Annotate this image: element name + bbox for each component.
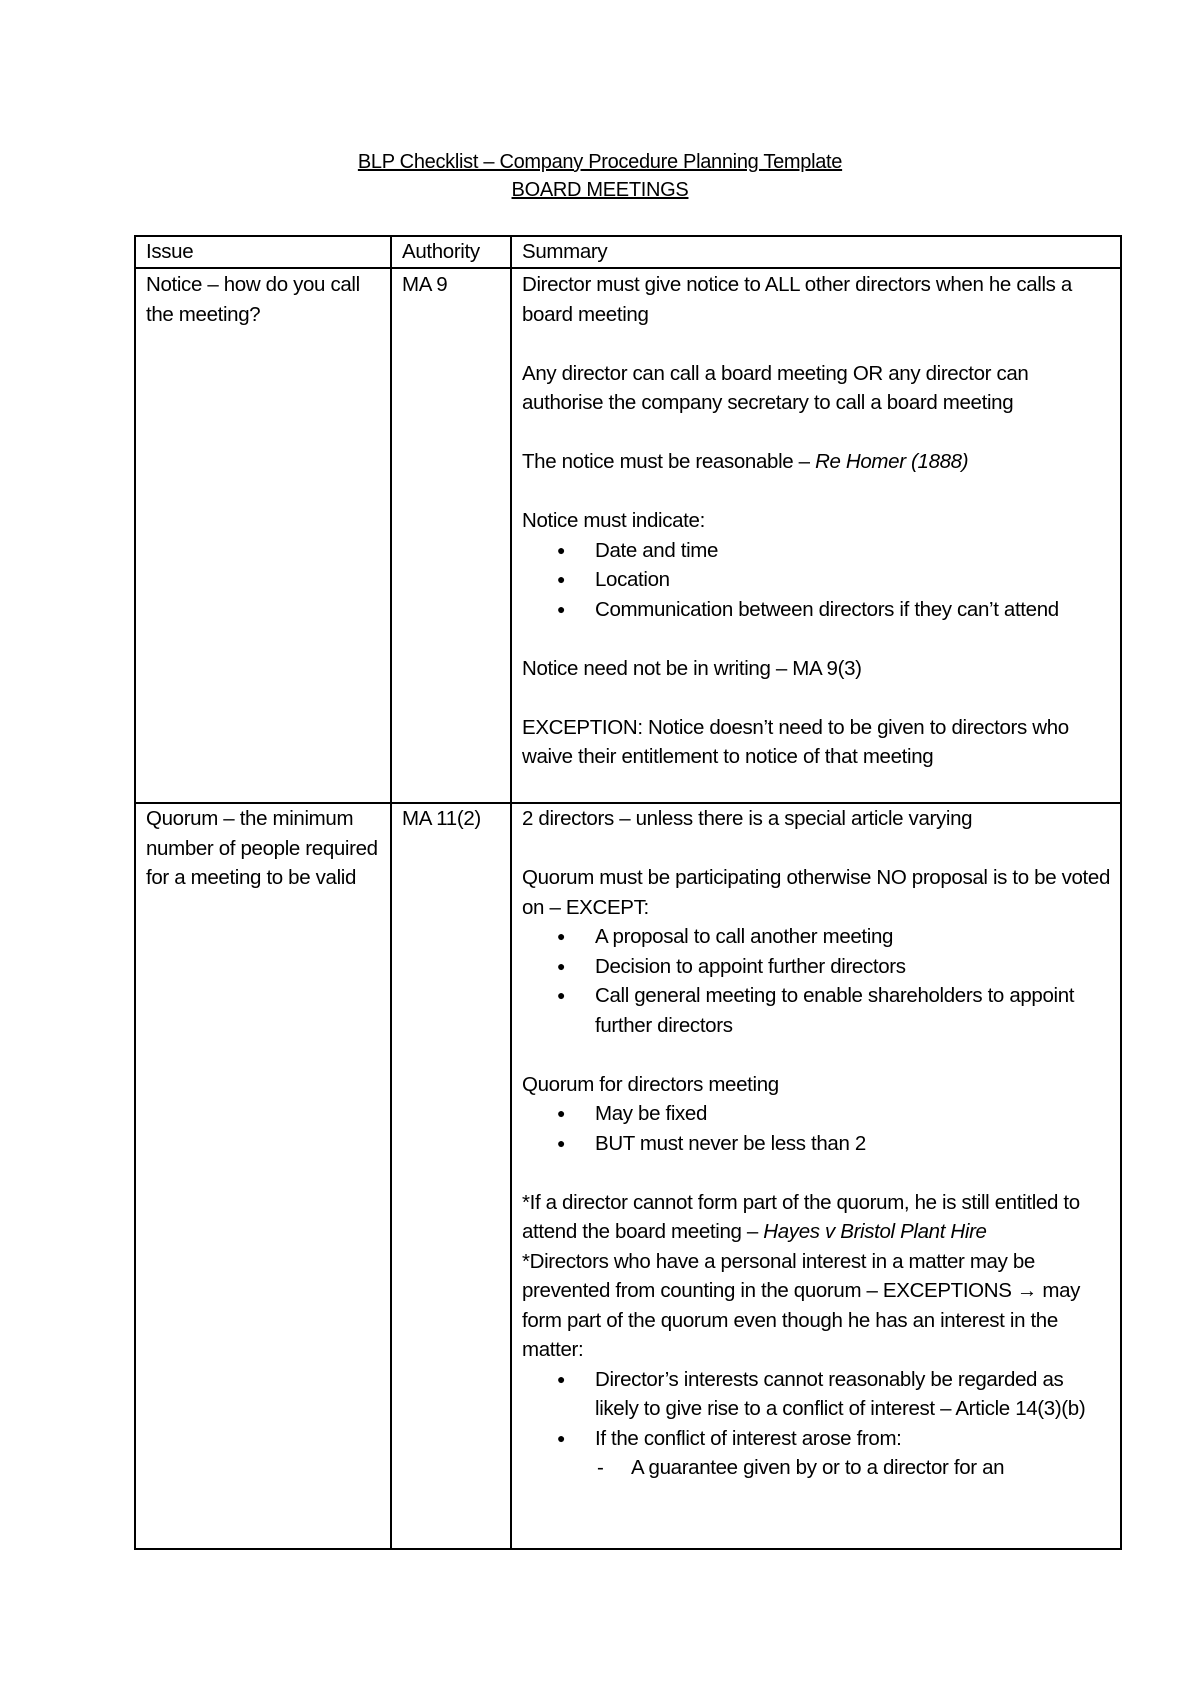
list-item: ● Date and time [522,536,1110,566]
document-subtitle: BOARD MEETINGS [511,179,689,201]
header-issue: Issue [135,236,391,268]
quorum-summary-p5: *Directors who have a personal interest in a matter may be prevented from counting in the quorum – EXCEPTIONS → may form part of the quorum even though he has an interest in the matter: [522,1249,1081,1361]
notice-summary-p2: Any director can call a board meeting OR any director can authorise the company secretary to call a board meeting [522,361,1029,414]
quorum-dash-list [522,1453,1110,1483]
list-item: ● If the conflict of interest arose from: [522,1424,1110,1454]
quorum-summary-p3: Quorum for directors meeting [522,1072,779,1096]
notice-summary-cell [511,268,1121,803]
document-title: BLP Checklist – Company Procedure Planning Template [357,151,843,173]
list-item: - A guarantee given by or to a director for an [522,1453,1110,1483]
quorum-issue: Quorum – the minimum number of people required for a meeting to be valid [146,807,378,889]
quorum-summary-p4 [522,1188,1110,1247]
notice-summary-p3 [522,447,1110,477]
list-item: ● Decision to appoint further directors [522,952,1110,982]
table-row-quorum [135,803,1121,1549]
checklist-table [134,235,1122,1550]
header-summary: Summary [511,236,1121,268]
notice-authority-cell [391,268,511,803]
title-block [0,148,1200,204]
list-item: ● Communication between directors if they can’t attend [522,595,1110,625]
table-row-notice [135,268,1121,803]
quorum-p4-text: *If a director cannot form part of the quorum, he is still entitled to attend the board meeting – [522,1190,1080,1243]
notice-issue: Notice – how do you call the meeting? [146,273,360,326]
notice-summary-p5: Notice need not be in writing – MA 9(3) [522,656,862,680]
quorum-summary-cell [511,803,1121,1549]
case-citation-hayes: Hayes v Bristol Plant Hire [763,1220,987,1243]
notice-summary-p6: EXCEPTION: Notice doesn’t need to be given to directors who waive their entitlement to notice of that meeting [522,715,1069,768]
case-citation-re-homer: Re Homer (1888) [815,450,969,473]
header-authority: Authority [391,236,511,268]
quorum-issue-cell [135,803,391,1549]
quorum-bullet-list-2 [522,1099,1110,1158]
notice-p3-text: The notice must be reasonable – [522,450,816,473]
list-item: ● May be fixed [522,1099,1110,1129]
list-item: ● Director’s interests cannot reasonably be regarded as likely to give rise to a conflict of interest – Article 14(3)(b) [522,1365,1110,1424]
list-item: ● Location [522,565,1110,595]
quorum-bullet-list-1 [522,922,1110,1040]
quorum-bullet-list-3 [522,1365,1110,1454]
quorum-authority-cell [391,803,511,1549]
quorum-summary-p2: Quorum must be participating otherwise NO proposal is to be voted on – EXCEPT: [522,866,1110,919]
table-header-row [135,236,1121,268]
list-item: ● A proposal to call another meeting [522,922,1110,952]
notice-summary-p1: Director must give notice to ALL other directors when he calls a board meeting [522,273,1072,326]
notice-summary-p4: Notice must indicate: [522,509,705,532]
quorum-authority: MA 11(2) [402,807,481,830]
notice-issue-cell [135,268,391,803]
quorum-summary-p1: 2 directors – unless there is a special article varying [522,807,973,830]
notice-bullet-list [522,536,1110,625]
list-item: ● Call general meeting to enable shareholders to appoint further directors [522,981,1110,1040]
notice-authority: MA 9 [402,273,448,296]
list-item: ● BUT must never be less than 2 [522,1129,1110,1159]
